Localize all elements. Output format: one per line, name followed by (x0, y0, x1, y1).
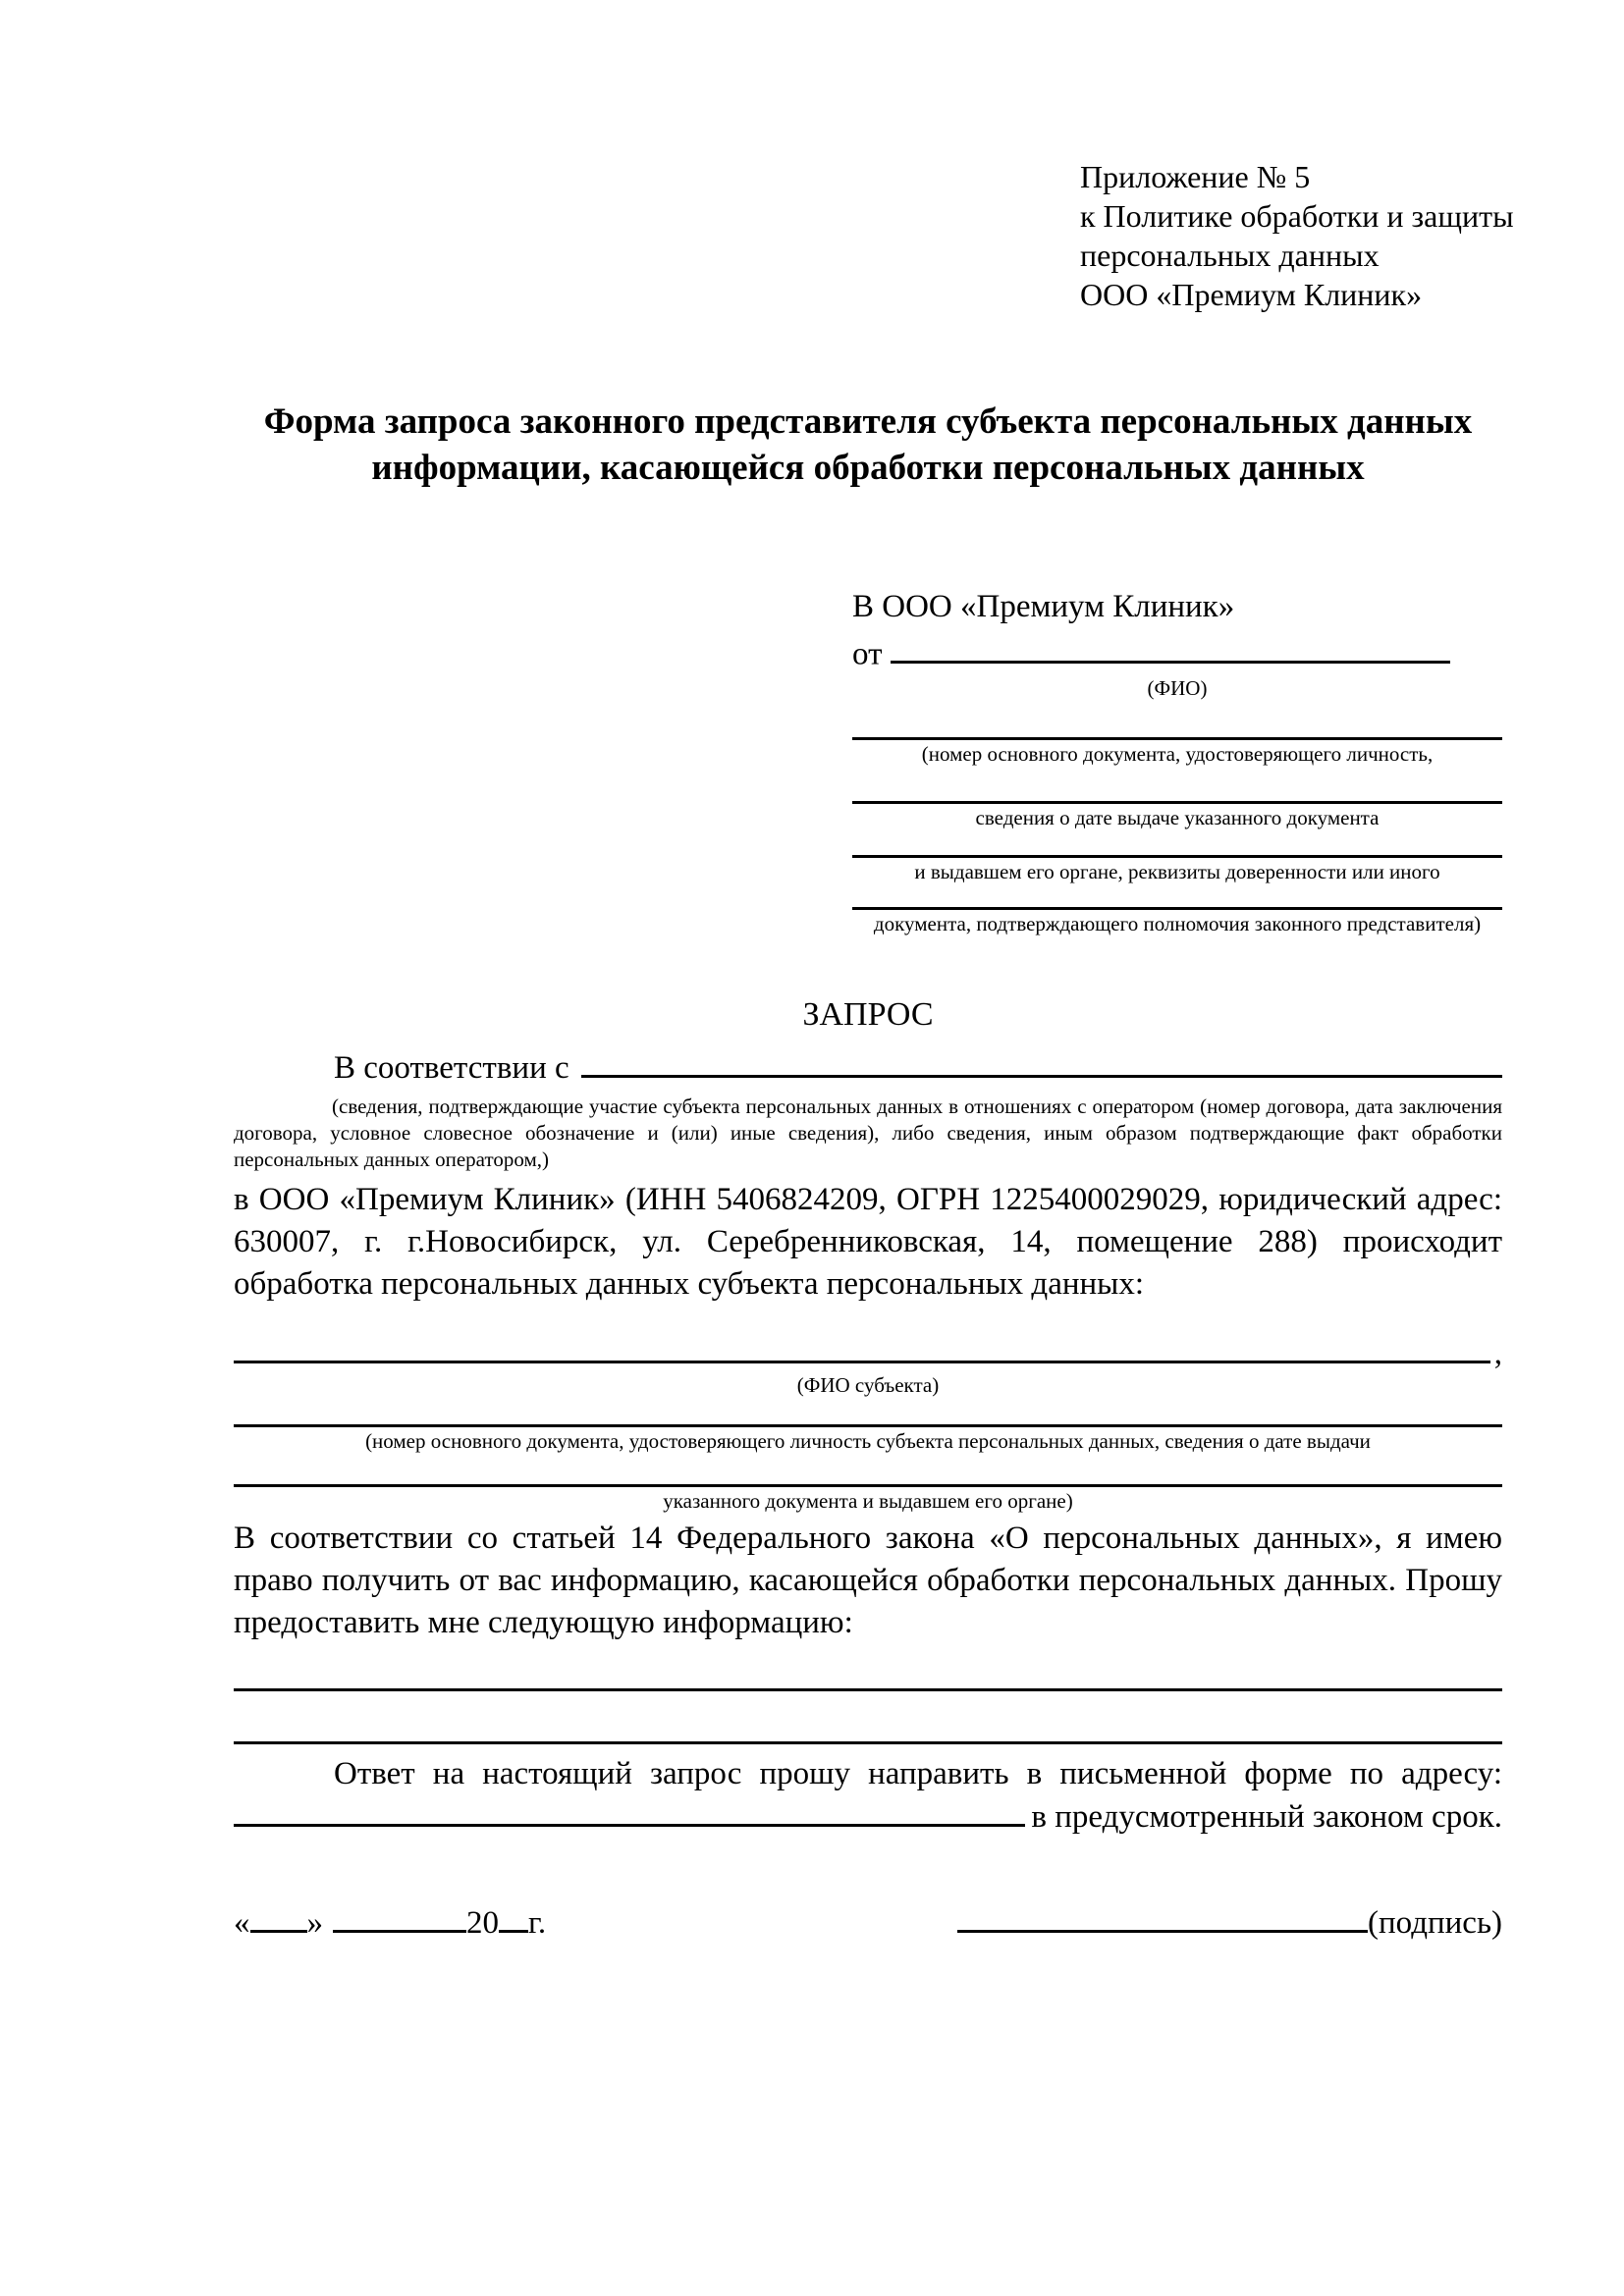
representative-doc-fill-line (852, 767, 1502, 804)
representative-doc-fill-line (852, 884, 1502, 910)
representative-doc-caption: документа, подтверждающего полномочия законного представителя) (873, 912, 1482, 936)
subject-fio-row (234, 1333, 1502, 1371)
subject-fio-fill-line (234, 1333, 1490, 1363)
signature-fill-line (957, 1902, 1368, 1933)
reply-address-fill-line (234, 1796, 1025, 1827)
signature-group (957, 1901, 1502, 1945)
subject-doc-caption-line1: (номер основного документа, удостоверяющего личность субъекта персональных данных, сведения о дате выдачи (365, 1429, 1371, 1454)
day-fill-line (250, 1902, 307, 1933)
subject-doc-fill-line (234, 1454, 1502, 1487)
subject-doc-caption-line2: указанного документа и выдавшем его органе) (663, 1489, 1073, 1514)
representative-doc-fill-line (852, 830, 1502, 858)
from-row (852, 633, 1502, 674)
quote-close: » (306, 1905, 323, 1942)
signature-caption: (подпись) (1368, 1905, 1502, 1942)
fio-caption: (ФИО) (1147, 676, 1208, 701)
subject-doc-fill-line (234, 1398, 1502, 1427)
reply-tail-text: в предусмотренный законом срок. (1031, 1799, 1502, 1836)
addressee-block (852, 586, 1502, 936)
accordance-label: В соответствии с (334, 1050, 569, 1086)
date-group (234, 1901, 546, 1945)
appendix-note-line: Приложение № 5 (1080, 159, 1311, 194)
document-title (234, 399, 1502, 491)
reply-paragraph: Ответ на настоящий запрос прошу направить в письменной форме по адресу: (334, 1756, 1502, 1792)
reply-address-row (234, 1795, 1502, 1839)
representative-doc-caption: (номер основного документа, удостоверяющего личность, (921, 742, 1434, 767)
representative-doc-caption: сведения о дате выдаче указанного документа (975, 806, 1380, 830)
addressee-organization: В ООО «Премиум Клиник» (852, 589, 1235, 624)
requested-info-fill-line (234, 1691, 1502, 1744)
year-prefix: 20 (466, 1905, 499, 1942)
from-label: от (852, 636, 883, 672)
year-fill-line (499, 1902, 528, 1933)
appendix-note-line: ООО «Премиум Клиник» (1080, 277, 1423, 312)
date-signature-row (234, 1901, 1502, 1945)
document-title-line1: Форма запроса законного представителя субъекта персональных данных (263, 401, 1473, 442)
operator-paragraph: в ООО «Премиум Клиник» (ИНН 5406824209, ОГРН 1225400029029, юридический адрес: 630007, г. г.Новосибирск, ул. Серебренниковская, 14, помещение 288) происходит обработка персональных данных субъекта персональных данных: (234, 1182, 1502, 1302)
request-body (234, 993, 1502, 1945)
accordance-row (234, 1046, 1502, 1090)
year-suffix: г. (528, 1905, 547, 1942)
law-paragraph: В соответствии со статьей 14 Федерального закона «О персональных данных», я имею право получить от вас информацию, касающейся обработки персональных данных. Прошу предоставить мне следующую информацию: (234, 1521, 1502, 1641)
requested-info-fill-line (234, 1644, 1502, 1691)
representative-doc-caption: и выдавшем его органе, реквизиты доверенности или иного (914, 860, 1440, 884)
accordance-caption: (сведения, подтверждающие участие субъекта персональных данных в отношениях с оператором (номер договора, дата заключения договора, условное словесное обозначение и (или) иные сведения), либо сведения, иным образом подтверждающие факт обработки персональных данных оператором,) (234, 1095, 1502, 1171)
quote-open: « (234, 1905, 250, 1942)
from-fill-line (891, 633, 1450, 664)
trailing-comma: , (1493, 1336, 1502, 1372)
document-title-line2: информации, касающейся обработки персональных данных (371, 448, 1365, 488)
representative-doc-fill-line (852, 701, 1502, 740)
request-heading: ЗАПРОС (802, 996, 934, 1033)
appendix-note (1080, 157, 1514, 314)
subject-fio-caption: (ФИО субъекта) (796, 1373, 940, 1398)
month-fill-line (333, 1902, 466, 1933)
appendix-note-line: персональных данных (1080, 238, 1380, 273)
accordance-fill-line (581, 1047, 1502, 1078)
appendix-note-line: к Политике обработки и защиты (1080, 198, 1514, 234)
